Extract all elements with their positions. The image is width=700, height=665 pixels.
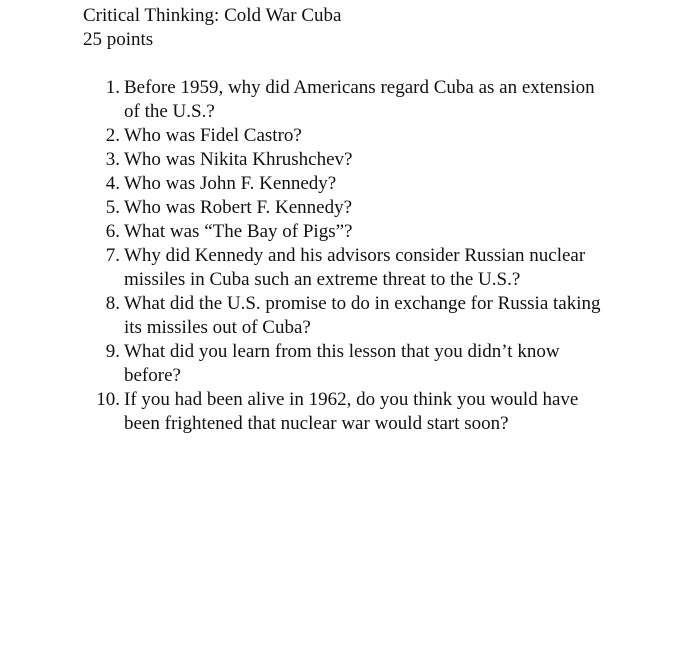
question-number: 10. xyxy=(96,389,120,410)
question-number: 9. xyxy=(105,341,120,362)
question-number: 7. xyxy=(105,245,120,266)
document-header xyxy=(83,4,341,52)
question-item xyxy=(0,76,700,124)
question-number: 2. xyxy=(105,125,120,146)
question-item xyxy=(0,388,700,436)
question-text: If you had been alive in 1962, do you think you would have been frightened that nuclear war would start soon? xyxy=(124,389,579,434)
question-number: 4. xyxy=(105,173,120,194)
question-text: What was “The Bay of Pigs”? xyxy=(124,221,353,242)
question-number: 5. xyxy=(105,197,120,218)
question-item xyxy=(0,148,700,172)
question-text: Who was Robert F. Kennedy? xyxy=(124,197,353,218)
question-number: 8. xyxy=(105,293,120,314)
question-text: Before 1959, why did Americans regard Cuba as an extension of the U.S.? xyxy=(124,77,595,122)
question-number: 1. xyxy=(105,77,120,98)
question-text: What did the U.S. promise to do in exchange for Russia taking its missiles out of Cuba? xyxy=(124,293,601,338)
question-text: Who was Nikita Khrushchev? xyxy=(124,149,353,170)
question-text: What did you learn from this lesson that you didn’t know before? xyxy=(124,341,560,386)
question-item xyxy=(0,220,700,244)
question-item xyxy=(0,196,700,220)
question-text: Why did Kennedy and his advisors consider Russian nuclear missiles in Cuba such an extreme threat to the U.S.? xyxy=(124,245,586,290)
question-number: 6. xyxy=(105,221,120,242)
question-item xyxy=(0,244,700,292)
question-text: Who was John F. Kennedy? xyxy=(124,173,337,194)
question-item xyxy=(0,124,700,148)
question-text: Who was Fidel Castro? xyxy=(124,125,302,146)
question-item xyxy=(0,172,700,196)
question-item xyxy=(0,340,700,388)
question-item xyxy=(0,292,700,340)
question-list xyxy=(0,76,700,436)
question-number: 3. xyxy=(105,149,120,170)
document-title: Critical Thinking: Cold War Cuba xyxy=(83,5,342,26)
points-label: 25 points xyxy=(83,29,154,50)
